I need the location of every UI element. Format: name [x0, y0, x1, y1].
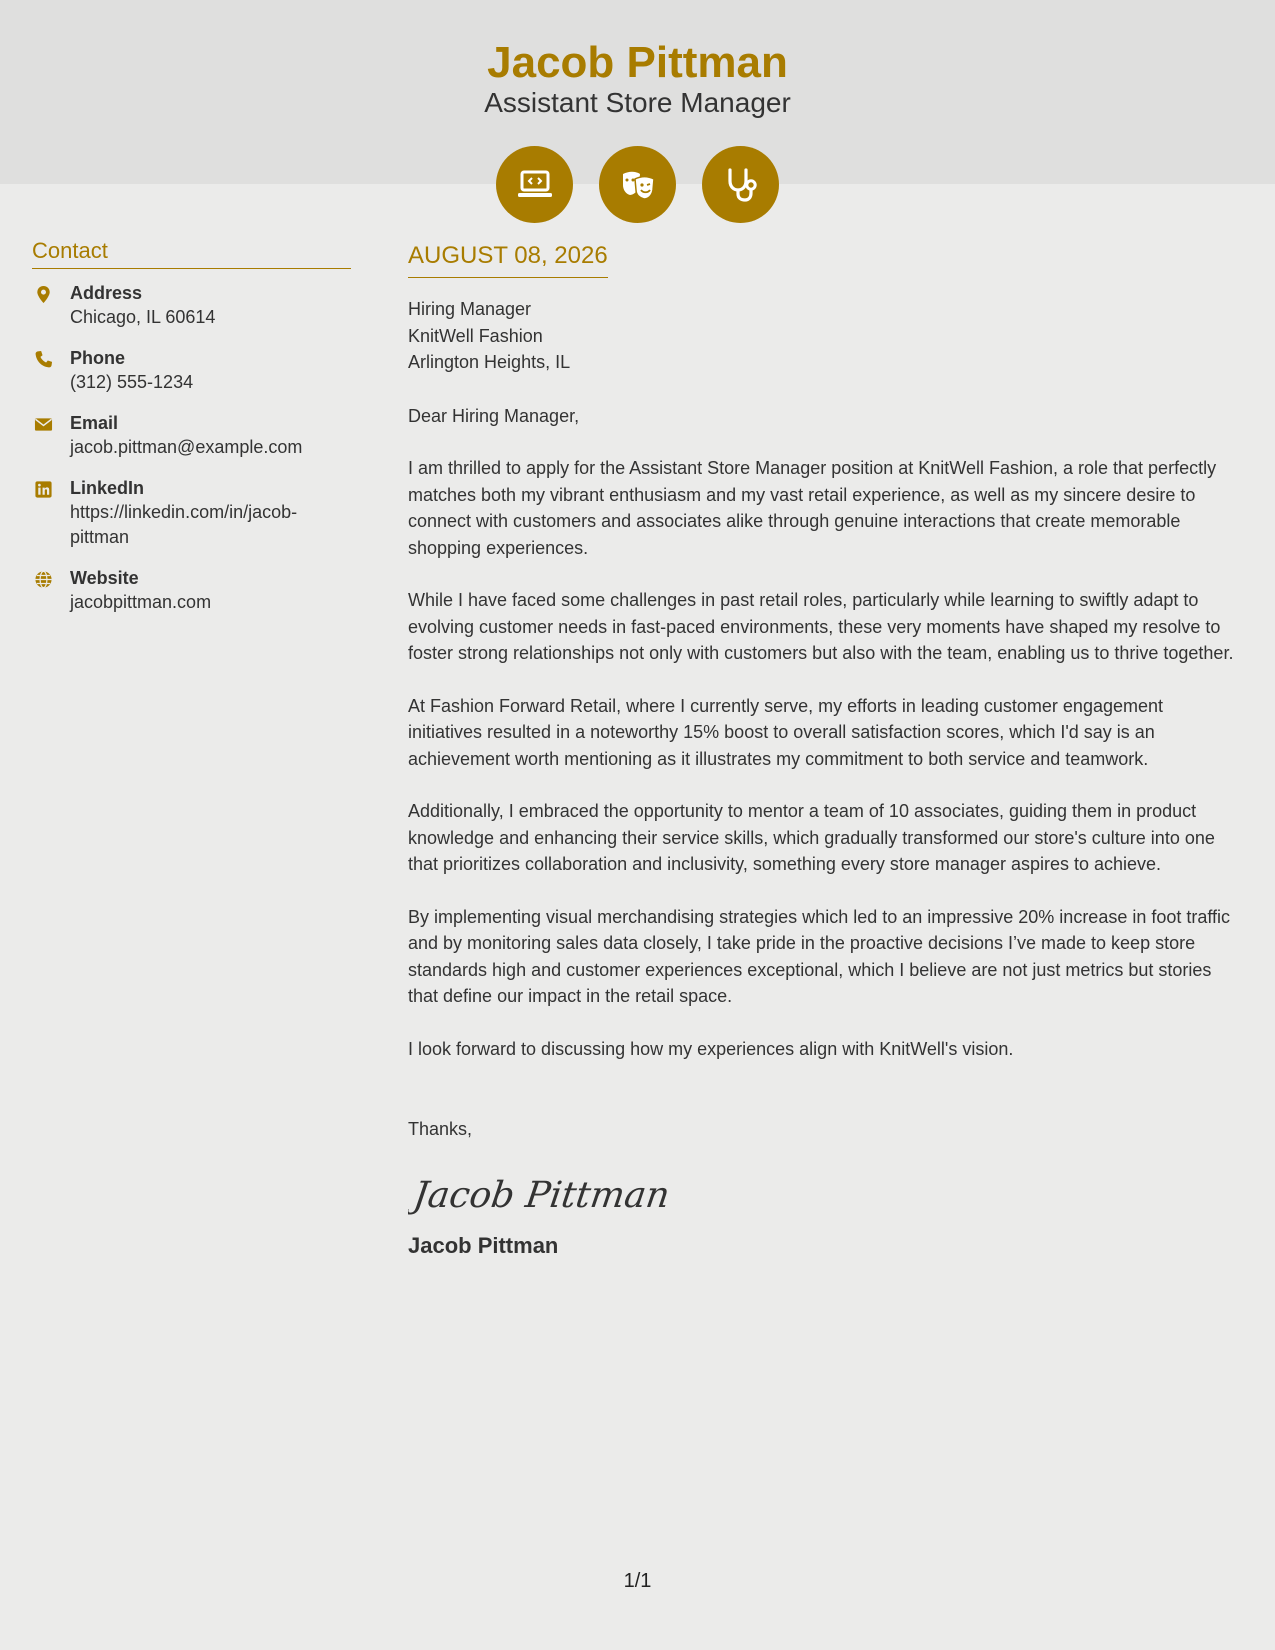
letter-body [408, 240, 1240, 1259]
paragraph: While I have faced some challenges in past retail roles, particularly while learning to swiftly adapt to evolving customer needs in fast-paced environments, these very moments have shaped my resolve to foster strong relationships not only with customers but also with the team, enabling us to thrive together. [408, 590, 1234, 663]
salutation: Dear Hiring Manager, [408, 405, 580, 426]
paragraph: I am thrilled to apply for the Assistant Store Manager position at KnitWell Fashion, a role that perfectly matches both my vibrant enthusiasm and my vast retail experience, as well as my sincere desire to connect with customers and associates alike through genuine interactions that create memorable shopping experiences. [408, 458, 1217, 558]
linkedin-icon [32, 476, 70, 550]
phone-icon [32, 346, 70, 395]
contact-value: Chicago, IL 60614 [70, 307, 216, 327]
contact-label: Address [70, 283, 143, 303]
contact-phone [32, 346, 351, 395]
paragraph: By implementing visual merchandising strategies which led to an impressive 20% increase in foot traffic and by monitoring sales data closely, I take pride in the proactive decisions I’ve made to keep store standards high and customer experiences exceptional, which I believe are not just metrics but stories that define our impact in the retail space. [408, 906, 1231, 1006]
contact-section-title: Contact [32, 238, 351, 269]
svg-text:Jacob Pittman: Jacob Pittman [410, 1172, 668, 1216]
location-pin-icon [32, 281, 70, 330]
theater-masks-icon [599, 146, 676, 223]
stethoscope-icon [702, 146, 779, 223]
applicant-name: Jacob Pittman [487, 38, 788, 87]
interest-icons [0, 146, 1275, 223]
letter-date: AUGUST 08, 2026 [408, 240, 608, 278]
recipient-line: KnitWell Fashion [408, 325, 543, 346]
contact-value-line-2: pittman [70, 527, 130, 547]
handwritten-signature [408, 1165, 1240, 1221]
contact-list [32, 281, 351, 615]
contact-linkedin [32, 476, 351, 550]
contact-value: (312) 555-1234 [70, 372, 194, 392]
contact-value-line-1: https://linkedin.com/in/jacob- [70, 502, 298, 522]
recipient-block [408, 296, 1240, 376]
contact-label: Phone [70, 348, 126, 368]
page-number: 1/1 [623, 1570, 652, 1592]
envelope-icon [32, 411, 70, 460]
contact-value: jacobpittman.com [70, 592, 212, 612]
applicant-title: Assistant Store Manager [484, 87, 791, 118]
recipient-line: Hiring Manager [408, 299, 532, 319]
contact-value: jacob.pittman@example.com [70, 437, 303, 457]
contact-label: LinkedIn [70, 478, 145, 498]
recipient-line: Arlington Heights, IL [408, 352, 571, 372]
paragraph: At Fashion Forward Retail, where I currently serve, my efforts in leading customer engagement initiatives resulted in a noteworthy 15% boost to overall satisfaction scores, which I'd say is an achievement worth mentioning as it illustrates my commitment to both service and teamwork. [408, 695, 1164, 769]
contact-email [32, 411, 351, 460]
paragraph: I look forward to discussing how my experiences align with KnitWell's vision. [408, 1038, 1014, 1059]
closing: Thanks, [408, 1119, 473, 1139]
contact-website [32, 566, 351, 615]
signer-name: Jacob Pittman [408, 1232, 559, 1258]
globe-icon [32, 566, 70, 615]
sidebar [32, 238, 351, 631]
contact-address [32, 281, 351, 330]
contact-label: Website [70, 568, 139, 588]
contact-label: Email [70, 413, 119, 433]
paragraph: Additionally, I embraced the opportunity to mentor a team of 10 associates, guiding them in product knowledge and enhancing their service skills, which gradually transformed our store's culture into one that prioritizes collaboration and inclusivity, something every store manager aspires to achieve. [408, 801, 1215, 874]
laptop-code-icon [496, 146, 573, 223]
